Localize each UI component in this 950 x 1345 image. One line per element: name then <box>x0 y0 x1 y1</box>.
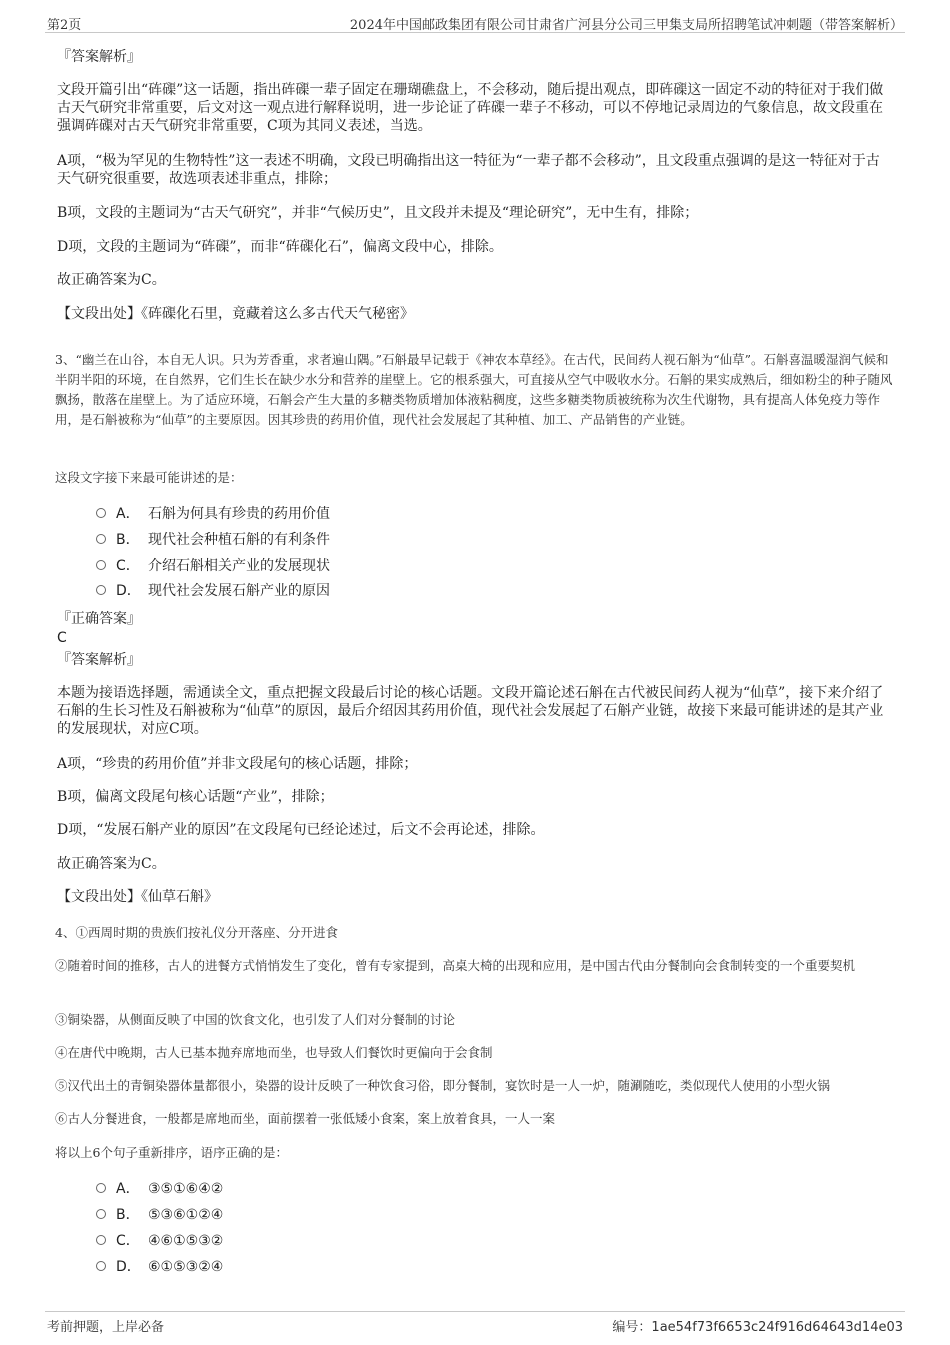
q3-option-d[interactable]: D． 现代社会发展石斛产业的原因 <box>96 581 330 601</box>
document-title: 2024年中国邮政集团有限公司甘肃省广河县分公司三甲集支局所招聘笔试冲刺题（带答案解析） <box>349 18 903 33</box>
page-number: 第2页 <box>47 18 82 33</box>
radio-icon[interactable] <box>96 508 106 518</box>
q2-source: 【文段出处】《砗磲化石里，竟藏着这么多古代天气秘密》 <box>57 306 414 322</box>
q2-analysis-option-a: A项，“极为罕见的生物特性”这一表述不明确，文段已明确指出这一特征为“一辈子都不会移动”，且文段重点强调的是这一特征对于古天气研究很重要，故选项表述非重点，排除； <box>57 153 880 187</box>
page-footer <box>45 1311 905 1336</box>
q3-analysis-para: 本题为接语选择题，需通读全文，重点把握文段最后讨论的核心话题。文段开篇论述石斛在古代被民间药人视为“仙草”，接下来介绍了石斛的生长习性及石斛被称为“仙草”的原因，最后介绍因其药用价值，现代社会发展起了石斛产业链，故接下来最可能讲述的是其产业的发展现状，对应C项。 <box>57 685 884 737</box>
page-header <box>45 12 905 33</box>
radio-icon[interactable] <box>96 560 106 570</box>
q4-sentence-2: ②随着时间的推移，古人的进餐方式悄悄发生了变化，曾有专家提到，高桌大椅的出现和应用，是中国古代由分餐制向会食制转变的一个重要契机 <box>55 958 856 973</box>
q4-sentence-1: 4、①西周时期的贵族们按礼仪分开落座、分开进食 <box>55 925 338 940</box>
document-code: 编号：1ae54f73f6653c24f916d64643d14e03 <box>612 1320 903 1335</box>
q4-question: 将以上6个句子重新排序，语序正确的是： <box>55 1145 288 1160</box>
q3-conclusion: 故正确答案为C。 <box>57 856 166 872</box>
q3-source: 【文段出处】《仙草石斛》 <box>57 889 218 905</box>
q3-option-a[interactable]: A． 石斛为何具有珍贵的药用价值 <box>96 504 330 524</box>
q3-question: 这段文字接下来最可能讲述的是： <box>55 470 243 485</box>
radio-icon[interactable] <box>96 534 106 544</box>
q4-sentence-6: ⑥古人分餐进食，一般都是席地而坐，面前摆着一张低矮小食案，案上放着食具，一人一案 <box>55 1111 556 1126</box>
q3-correct-label: 『正确答案』 <box>57 611 141 627</box>
q2-analysis-label: 『答案解析』 <box>57 49 141 65</box>
q3-option-c[interactable]: C． 介绍石斛相关产业的发展现状 <box>96 556 330 576</box>
q2-conclusion: 故正确答案为C。 <box>57 272 166 288</box>
q2-analysis-option-b: B项，文段的主题词为“古天气研究”，并非“气候历史”，且文段并未提及“理论研究”，无中生有，排除； <box>57 205 699 221</box>
q3-analysis-option-d: D项，“发展石斛产业的原因”在文段尾句已经论述过，后文不会再论述，排除。 <box>57 822 545 838</box>
q3-analysis-label: 『答案解析』 <box>57 652 141 668</box>
radio-icon[interactable] <box>96 1235 106 1245</box>
q4-sentence-5: ⑤汉代出土的青铜染器体量都很小，染器的设计反映了一种饮食习俗，即分餐制，宴饮时是一人一炉，随涮随吃，类似现代人使用的小型火锅 <box>55 1078 831 1093</box>
radio-icon[interactable] <box>96 585 106 595</box>
footer-slogan: 考前押题，上岸必备 <box>47 1320 165 1335</box>
radio-icon[interactable] <box>96 1209 106 1219</box>
q4-option-c[interactable]: C． ④⑥①⑤③② <box>96 1231 223 1251</box>
q4-sentence-3: ③铜染器，从侧面反映了中国的饮食文化，也引发了人们对分餐制的讨论 <box>55 1012 456 1027</box>
q3-option-b[interactable]: B． 现代社会种植石斛的有利条件 <box>96 530 330 550</box>
q3-analysis-option-b: B项，偏离文段尾句核心话题“产业”，排除； <box>57 789 334 805</box>
radio-icon[interactable] <box>96 1261 106 1271</box>
q3-stem: 3、“幽兰在山谷，本自无人识。只为芳香重，求者遍山隅。”石斛最早记载于《神农本草经》。在古代，民间药人视石斛为“仙草”。石斛喜温暖湿润气候和半阴半阳的环境，在自然界，它们生长在缺少水分和营养的崖壁上。它的根系强大，可直接从空气中吸收水分。石斛的果实成熟后，细如粉尘的种子随风飘扬，散落在崖壁上。为了适应环境，石斛会产生大量的多糖类物质增加体液粘稠度，这些多糖类物质被统称为次生代谢物，具有提高人体免疫力等作用，是石斛被称为“仙草”的主要原因。因其珍贵的药用价值，现代社会发展起了其种植、加工、产品销售的产业链。 <box>55 352 893 427</box>
q3-analysis-option-a: A项，“珍贵的药用价值”并非文段尾句的核心话题，排除； <box>57 756 418 772</box>
q2-analysis-para: 文段开篇引出“砗磲”这一话题，指出砗磲一辈子固定在珊瑚礁盘上，不会移动，随后提出观点，即砗磲这一固定不动的特征对于我们做古天气研究非常重要，后文对这一观点进行解释说明，进一步论证了砗磲一辈子不移动，可以不停地记录周边的气象信息，故文段重在强调砗磲对古天气研究非常重要，C项为其同义表述，当选。 <box>57 82 884 134</box>
q4-sentence-4: ④在唐代中晚期，古人已基本抛弃席地而坐，也导致人们餐饮时更偏向于会食制 <box>55 1045 493 1060</box>
q2-analysis-option-d: D项，文段的主题词为“砗磲”，而非“砗磲化石”，偏离文段中心，排除。 <box>57 239 503 255</box>
q4-option-d[interactable]: D． ⑥①⑤③②④ <box>96 1257 223 1277</box>
q4-option-b[interactable]: B． ⑤③⑥①②④ <box>96 1205 223 1225</box>
radio-icon[interactable] <box>96 1183 106 1193</box>
q3-correct-answer: C <box>57 630 67 646</box>
q4-option-a[interactable]: A． ③⑤①⑥④② <box>96 1179 223 1199</box>
